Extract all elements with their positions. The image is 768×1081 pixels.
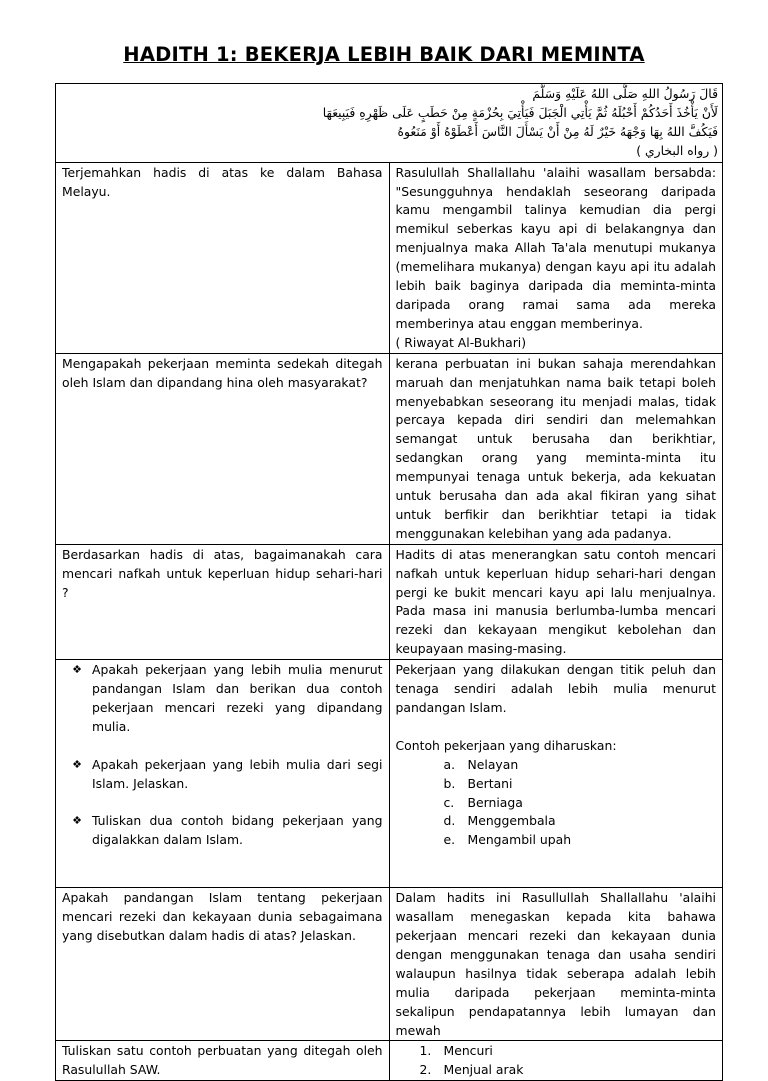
- list-item: [72, 661, 383, 737]
- diamond-bullet-icon: ❖: [72, 663, 82, 677]
- hadith-arabic-line-1: قَالَ رَسُولُ اللهِ صَلَّى اللهُ عَلَيْهِ وَسَلَّمَ: [532, 86, 718, 101]
- answer-cell: [389, 1041, 723, 1081]
- answer-cell: kerana perbuatan ini bukan sahaja merendahkan maruah dan menjatuhkan nama baik tetapi boleh menyebabkan seseorang itu menjadi malas, tidak percaya kepada diri sendiri dan melemahkan semangat untuk berusaha dan berikhtiar, sedangkan orang yang meminta-minta itu mempunyai tenaga untuk bekerja, ada kekuatan untuk berusaha dan ada akal fikiran yang sihat untuk berfikir dan berikhtiar tetapi ia tidak menggunakan kelebihan yang ada padanya.: [389, 353, 723, 544]
- list-marker: 1.: [419, 1043, 432, 1059]
- answer-cell: [389, 162, 723, 353]
- list-marker: e.: [443, 832, 456, 848]
- list-marker: d.: [443, 813, 456, 829]
- question-list: [62, 661, 383, 850]
- hadith-arabic-source: ( رواه البخاري ): [636, 142, 718, 158]
- question-cell: Berdasarkan hadis di atas, bagaimanakah cara mencari nafkah untuk keperluan hidup sehari-hari ?: [56, 544, 390, 659]
- table-row: [56, 162, 723, 353]
- table-row: [56, 544, 723, 659]
- example-text: Menggembala: [467, 813, 556, 829]
- page-title: HADITH 1: BEKERJA LEBIH BAIK DARI MEMINTA: [123, 43, 645, 66]
- answer-text: Rasulullah Shallallahu 'alaihi wasallam bersabda: "Sesungguhnya hendaklah seseorang daripada kamu mengambil talinya kemudian dia pergi memikul seberkas kayu api di belakangnya dan menjualnya maka Allah Ta'ala menutupi mukanya (memelihara mukanya) dengan kayu api itu adalah lebih baik baginya daripada dia meminta-minta daripada orang ramai sama ada mereka memberinya atau enggan memberinya.: [395, 164, 716, 331]
- list-marker: a.: [443, 756, 456, 772]
- example-text: Mengambil upah: [467, 832, 572, 848]
- list-item: [72, 812, 383, 850]
- example-text: Nelayan: [467, 756, 519, 772]
- example-text: Bertani: [467, 775, 513, 791]
- examples-heading: Contoh pekerjaan yang diharuskan:: [395, 737, 617, 753]
- hadith-arabic-line-2: لَأَنْ يَأْخُذَ أَحَدُكُمْ أَحْبُلَهُ ثُمَّ يَأْتِي الْجَبَلَ فَيَأْتِيَ بِحُزْمَةٍ مِنْ حَطَبٍ عَلَى ظَهْرِهِ فَيَبِيعَهَا: [322, 104, 718, 120]
- question-cell: Apakah pandangan Islam tentang pekerjaan mencari rezeki dan kekayaan dunia sebagaimana yang disebutkan dalam hadis di atas? Jelaskan.: [56, 888, 390, 1041]
- examples-list: [396, 756, 717, 851]
- answer-item-text: Menjual arak: [443, 1062, 524, 1078]
- answer-cell: Dalam hadits ini Rasullullah Shallallahu 'alaihi wasallam menegaskan kepada kita bahawa pekerjaan mencari rezeki dan kekayaan dunia dengan menggunakan tenaga dan usaha sendiri walaupun hasilnya tidak seberapa adalah lebih mulia daripada pekerjaan meminta-minta sekalipun pendapatannya lebih lumayan dan mewah: [389, 888, 723, 1041]
- answer-item-text: Mencuri: [443, 1043, 493, 1059]
- table-row: [56, 1041, 723, 1081]
- question-text: Apakah pekerjaan yang lebih mulia menurut pandangan Islam dan berikan dua contoh pekerjaan mencari rezeki yang dipandang mulia.: [92, 662, 383, 734]
- question-text: Apakah pekerjaan yang lebih mulia dari segi Islam. Jelaskan.: [92, 756, 383, 791]
- table-row: [56, 660, 723, 888]
- hadith-arabic-line-3: فَيَكُفَّ اللهُ بِهَا وَجْهَهُ خَيْرٌ لَهُ مِنْ أَنْ يَسْأَلَ النَّاسَ أَعْطَوْهُ أَوْ مَنَعُوهُ: [397, 123, 718, 139]
- hadith-arabic-text: [56, 84, 723, 163]
- list-marker: c.: [443, 794, 455, 810]
- question-cell: Tuliskan satu contoh perbuatan yang ditegah oleh Rasulullah SAW.: [56, 1041, 390, 1081]
- list-item: [396, 831, 717, 850]
- table-row: [56, 888, 723, 1041]
- answer-source: ( Riwayat Al-Bukhari): [395, 334, 527, 350]
- answer-text: Pekerjaan yang dilakukan dengan titik peluh dan tenaga sendiri adalah lebih mulia menurut pandangan Islam.: [395, 662, 716, 715]
- hadith-worksheet-table: [55, 83, 723, 1081]
- example-text: Berniaga: [467, 794, 523, 810]
- diamond-bullet-icon: ❖: [72, 814, 82, 828]
- question-cell: [56, 660, 390, 888]
- hadith-row: [56, 84, 723, 163]
- answer-cell: [389, 660, 723, 888]
- list-item: [396, 775, 717, 794]
- list-item: [396, 756, 717, 775]
- answer-cell: Hadits di atas menerangkan satu contoh mencari nafkah untuk keperluan hidup sehari-hari dengan pergi ke bukit mencari kayu api lalu menjualnya. Pada masa ini manusia berlumba-lumba mencari rezeki dan kekayaan mengikut kebolehan dan keupayaan masing-masing.: [389, 544, 723, 659]
- question-cell: Terjemahkan hadis di atas ke dalam Bahasa Melayu.: [56, 162, 390, 353]
- list-item: [72, 756, 383, 794]
- answer-list: [396, 1042, 717, 1080]
- question-cell: Mengapakah pekerjaan meminta sedekah ditegah oleh Islam dan dipandang hina oleh masyarakat?: [56, 353, 390, 544]
- list-item: [396, 812, 717, 831]
- list-item: [396, 1042, 717, 1061]
- list-item: [396, 794, 717, 813]
- question-text: Tuliskan dua contoh bidang pekerjaan yang digalakkan dalam Islam.: [92, 813, 383, 848]
- list-marker: b.: [443, 775, 456, 791]
- table-row: [56, 353, 723, 544]
- diamond-bullet-icon: ❖: [72, 757, 82, 771]
- list-item: [396, 1061, 717, 1080]
- list-marker: 2.: [419, 1062, 432, 1078]
